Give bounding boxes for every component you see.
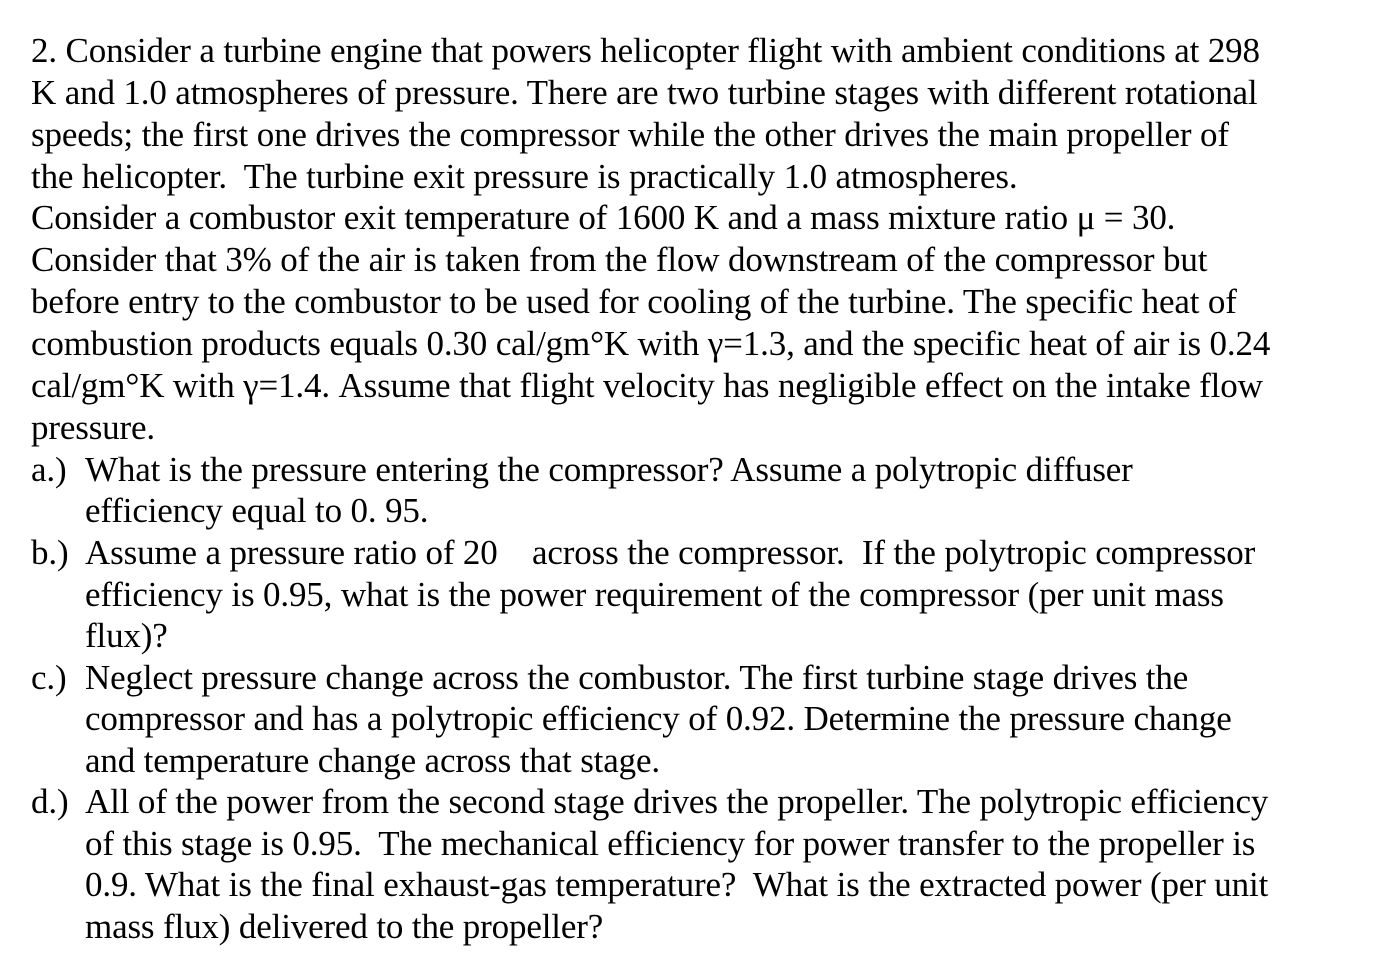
intro-line-4: the helicopter. The turbine exit pressure is practically 1.0 atmospheres. (31, 157, 1018, 196)
part-c-line-2: compressor and has a polytropic efficiency of 0.92. Determine the pressure change (85, 699, 1232, 738)
part-d-line-3: 0.9. What is the final exhaust-gas temperature? What is the extracted power (per unit (85, 865, 1269, 904)
part-b-line-2: efficiency is 0.95, what is the power requirement of the compressor (per unit mass (85, 575, 1224, 614)
part-d-line-2: of this stage is 0.95. The mechanical efficiency for power transfer to the propeller is (85, 824, 1256, 863)
intro-line-3: speeds; the first one drives the compressor while the other drives the main propeller of (31, 115, 1229, 154)
part-b-label: b.) (31, 533, 69, 572)
body-line-3: before entry to the combustor to be used for cooling of the turbine. The specific heat of (31, 282, 1237, 321)
part-d-label: d.) (31, 782, 69, 821)
body-line-6: pressure. (31, 408, 156, 447)
part-c-label: c.) (31, 658, 67, 697)
part-b-line-1: Assume a pressure ratio of 20 across the compressor. If the polytropic compressor (85, 533, 1256, 572)
body-line-1: Consider a combustor exit temperature of 1600 K and a mass mixture ratio μ = 30. (31, 198, 1176, 237)
part-b-line-3: flux)? (85, 616, 168, 655)
part-a-line-1: What is the pressure entering the compressor? Assume a polytropic diffuser (85, 450, 1133, 489)
part-a-line-2: efficiency equal to 0. 95. (85, 491, 429, 530)
part-d-line-4: mass flux) delivered to the propeller? (85, 907, 604, 946)
body-line-5: cal/gm°K with γ=1.4. Assume that flight velocity has negligible effect on the intake flow (31, 366, 1263, 405)
part-d-line-1: All of the power from the second stage drives the propeller. The polytropic efficiency (85, 782, 1269, 821)
part-a-label: a.) (31, 450, 67, 489)
part-c-line-3: and temperature change across that stage. (85, 741, 660, 780)
body-line-2: Consider that 3% of the air is taken from the flow downstream of the compressor but (31, 240, 1208, 279)
intro-line-2: K and 1.0 atmospheres of pressure. There are two turbine stages with different rotational (31, 73, 1258, 112)
intro-line-1: 2. Consider a turbine engine that powers helicopter flight with ambient conditions at 298 (31, 31, 1260, 70)
part-c-line-1: Neglect pressure change across the combustor. The first turbine stage drives the (85, 658, 1189, 697)
body-line-4: combustion products equals 0.30 cal/gm°K with γ=1.3, and the specific heat of air is 0.24 (31, 324, 1271, 363)
